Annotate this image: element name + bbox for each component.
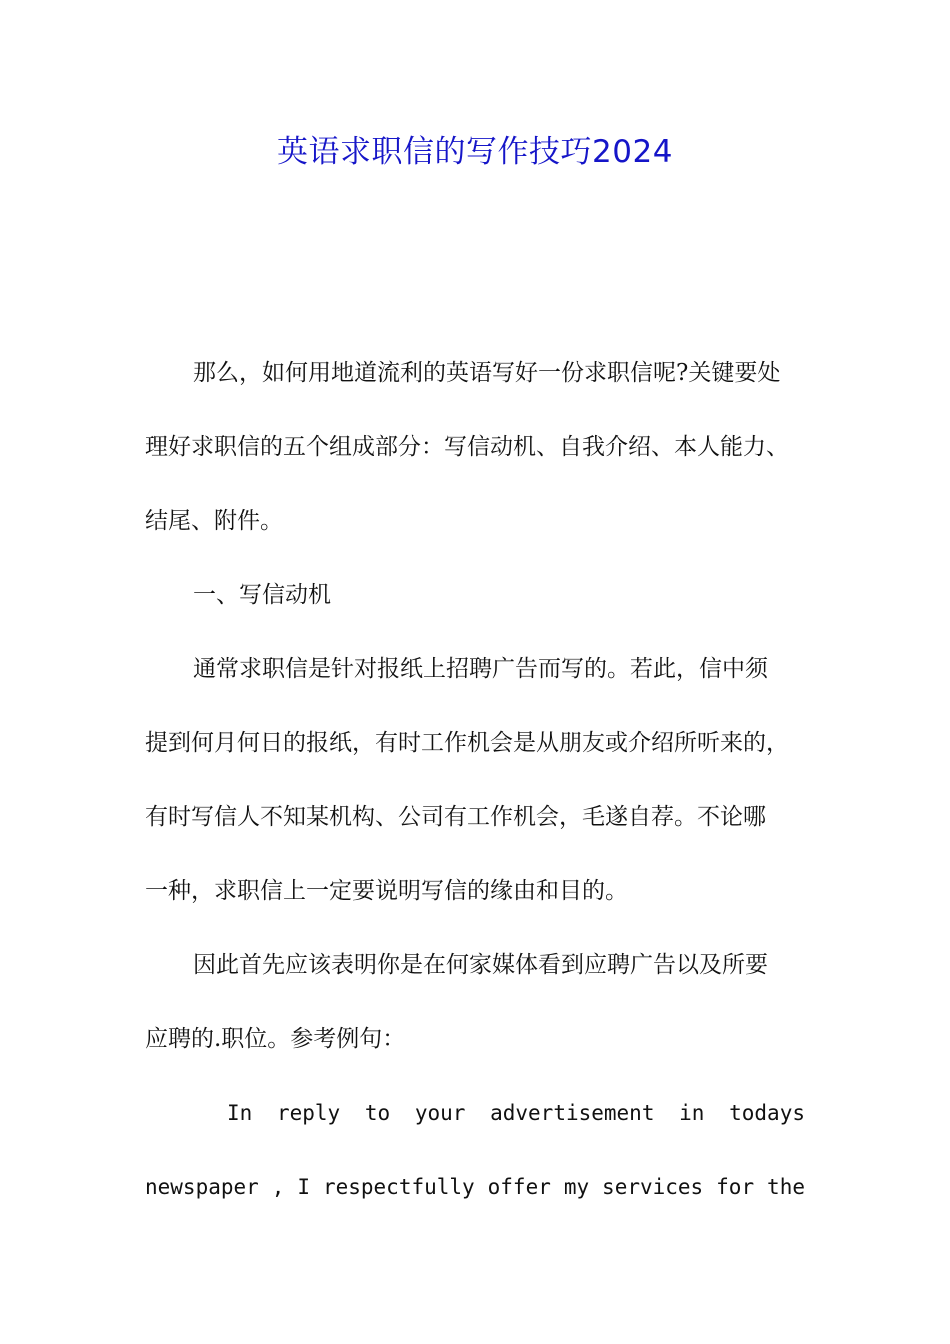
paragraph-line: 那么，如何用地道流利的英语写好一份求职信呢?关键要处 xyxy=(193,360,781,386)
paragraph-line: 一种，求职信上一定要说明写信的缘由和目的。 xyxy=(145,878,628,904)
section-heading: 一、写信动机 xyxy=(193,582,331,608)
paragraph-line: 理好求职信的五个组成部分：写信动机、自我介绍、本人能力、 xyxy=(145,434,789,460)
paragraph-line: 提到何月何日的报纸，有时工作机会是从朋友或介绍所听来的， xyxy=(145,730,789,756)
paragraph-line: 因此首先应该表明你是在何家媒体看到应聘广告以及所要 xyxy=(193,952,768,978)
document-title: 英语求职信的写作技巧2024 xyxy=(277,134,673,170)
example-sentence-line: newspaper , I respectfully offer my services for the xyxy=(145,1175,805,1199)
paragraph-line: 有时写信人不知某机构、公司有工作机会，毛遂自荐。不论哪 xyxy=(145,804,766,830)
example-sentence-line: In reply to your advertisement in todays xyxy=(227,1101,805,1125)
paragraph-line: 结尾、附件。 xyxy=(145,508,283,534)
document-body xyxy=(145,336,835,1224)
paragraph-line: 通常求职信是针对报纸上招聘广告而写的。若此，信中须 xyxy=(193,656,768,682)
paragraph-line: 应聘的.职位。参考例句： xyxy=(145,1026,406,1052)
